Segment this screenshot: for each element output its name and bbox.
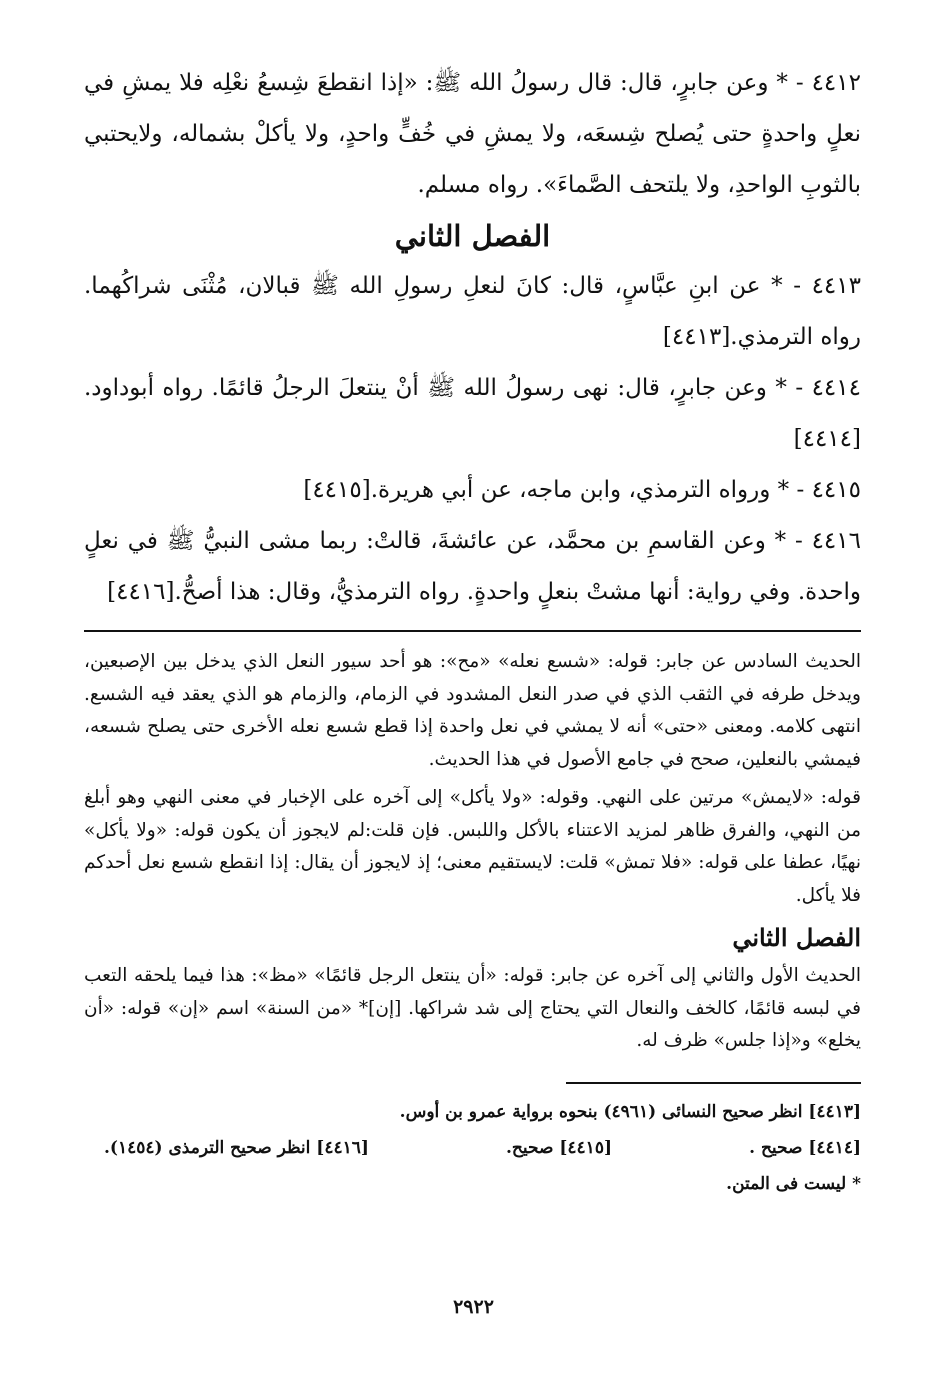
footnote-4416: [٤٤١٦] انظر صحيح الترمذى (١٤٥٤). (104, 1137, 369, 1158)
footnote-4415: [٤٤١٥] صحيح. (506, 1137, 612, 1158)
hadith-4414: ٤٤١٤ - * وعن جابرٍ، قال: نهى رسولُ الله ﷺ أنْ ينتعلَ الرجلُ قائمًا. رواه أبوداود.[٤٤١٤] (84, 375, 861, 452)
page-number: ٢٩٢٢ (453, 1296, 494, 1318)
footnote-star: * ليست فى المتن. (726, 1173, 861, 1194)
commentary-paragraph: الحديث السادس عن جابر: قوله: «شسع نعله» «مح»: هو أحد سيور النعل الذي يدخل بين الإصبعين، ويدخل طرفه في الثقب الذي في صدر النعل المشدود في الزمام، والزمام هو الذي يعقد فيه الشسع. انتهى كلامه. ومعنى «حتى» أنه لا يمشي في نعل واحدة إذا قطع شسع نعله الأخرى حتى يصلح شسعه، فيمشي بالنعلين، صحح في جامع الأصول في هذا الحديث. (84, 651, 861, 770)
main-text (84, 58, 861, 618)
commentary-section-heading: الفصل الثاني (732, 923, 861, 952)
footnote-4413: [٤٤١٣] انظر صحيح النسائى (٤٩٦١) بنحوه برواية عمرو بن أوس. (399, 1101, 861, 1122)
footnote-divider (566, 1082, 861, 1084)
hadith-4415: ٤٤١٥ - * ورواه الترمذي، وابن ماجه، عن أبي هريرة.[٤٤١٥] (303, 477, 861, 503)
section-heading: الفصل الثاني (394, 219, 551, 253)
hadith-4413: ٤٤١٣ - * عن ابنِ عبَّاسٍ، قال: كانَ لنعلِ رسولِ الله ﷺ قبالان، مُثْنَى شراكُهما. رواه الترمذي.[٤٤١٣] (84, 273, 861, 350)
commentary-paragraph: قوله: «لايمش» مرتين على النهي. وقوله: «ولا يأكل» إلى آخره على الإخبار في معنى النهي وهو أبلغ من النهي، والفرق ظاهر لمزيد الاعتناء بالأكل واللبس. فإن قلت:لم لايجوز أن يكون قوله: «ولا يأكل» نهيًا، عطفا على قوله: «فلا تمش» قلت: لايستقيم معنى؛ إذ لايجوز أن يقال: إذا انقطع شسع نعل أحدكم فلا يأكل. (84, 787, 861, 906)
footnotes (84, 1094, 861, 1202)
footnote-row (84, 1130, 861, 1166)
commentary-paragraph: الحديث الأول والثاني إلى آخره عن جابر: قوله: «أن ينتعل الرجل قائمًا» «مظ»: هذا فيما يلحقه التعب في لبسه قائمًا، كالخف والنعال التي يحتاج إلى شد شراكها. [إن]* «من السنة» اسم «إن» قوله: «أن يخلع» و«إذا جلس» ظرف له. (84, 965, 861, 1051)
commentary-divider (84, 630, 861, 632)
hadith-4412: ٤٤١٢ - * وعن جابرٍ، قال: قال رسولُ الله ﷺ: «إذا انقطعَ شِسعُ نعْلِه فلا يمشِ في نعلٍ واحدةٍ حتى يُصلح شِسعَه، ولا يمشِ في خُفٍّ واحدٍ، ولا يأكلْ بشماله، ولايحتبي بالثوبِ الواحدِ، ولا يلتحف الصَّماءَ». رواه مسلم. (84, 70, 861, 198)
commentary (84, 646, 861, 1058)
hadith-4416: ٤٤١٦ - * وعن القاسمِ بن محمَّد، عن عائشةَ، قالتْ: ربما مشى النبيُّ ﷺ في نعلٍ واحدة. وفي رواية: أنها مشتْ بنعلٍ واحدةٍ. رواه الترمذيُّ، وقال: هذا أصحُّ.[٤٤١٦] (84, 528, 861, 605)
footnote-4414: [٤٤١٤] صحيح . (749, 1137, 861, 1158)
